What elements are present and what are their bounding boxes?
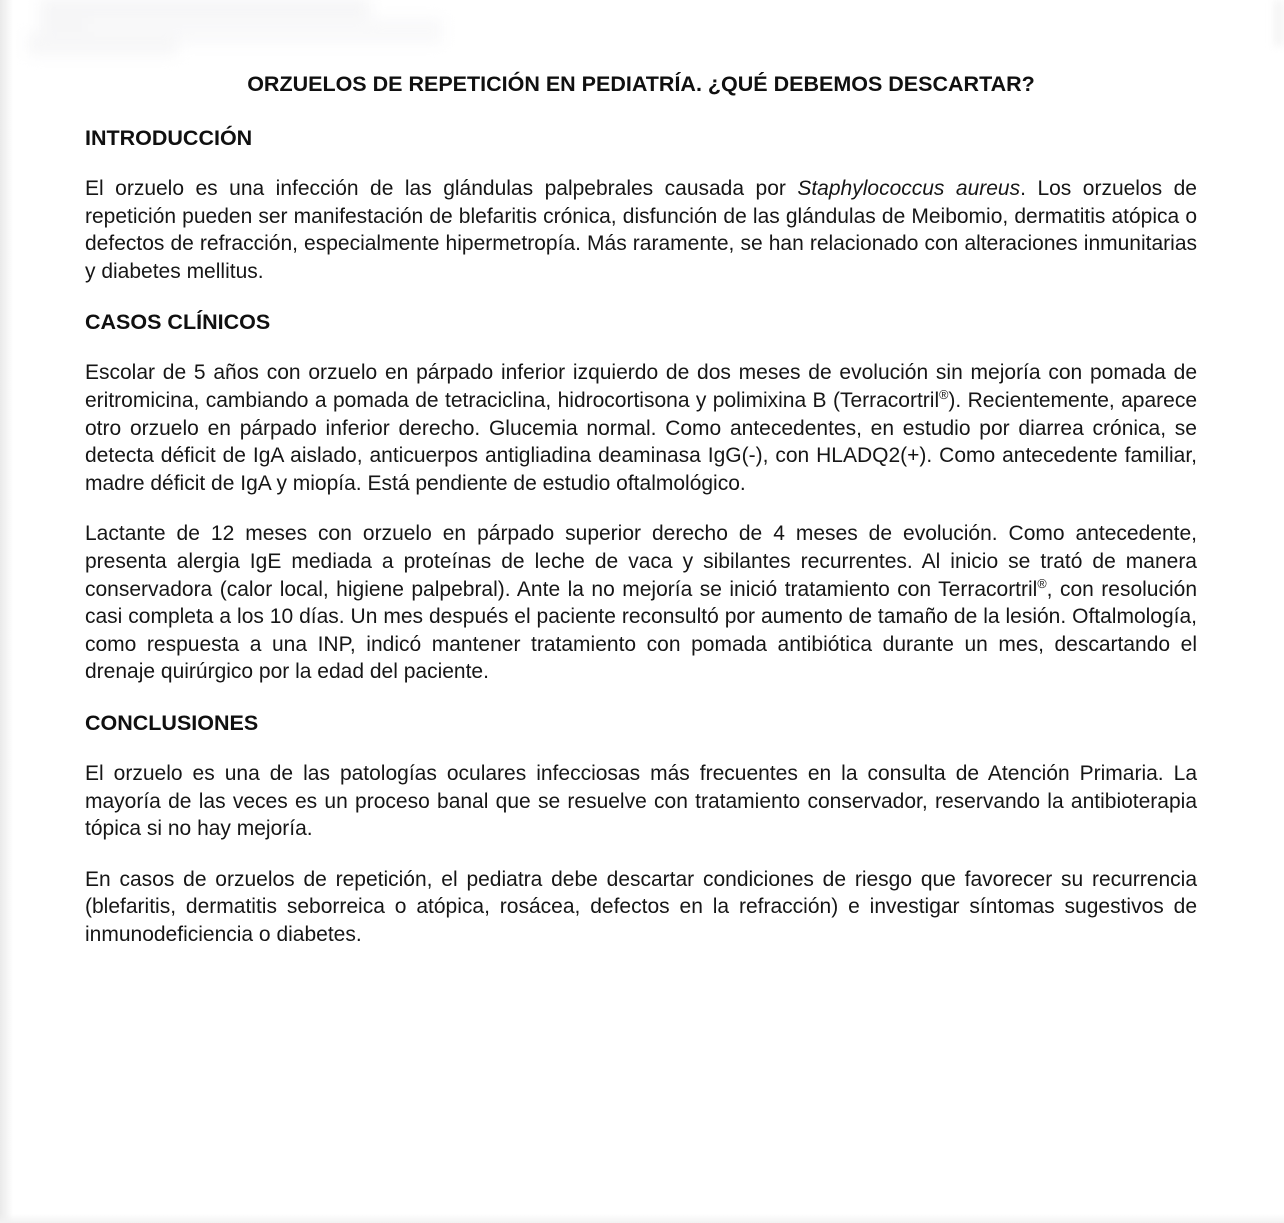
text-segment: Escolar de 5 años con orzuelo en párpado inferior izquierdo de dos meses de evolución sin mejoría con pomada de eritromicina, cambiando a pomada de tetraciclina, hidrocortisona y polimixina B (Terracortril: [85, 361, 1197, 412]
redacted-author-region: [28, 0, 458, 68]
text-segment: El orzuelo es una infección de las glándulas palpebrales causada por: [85, 177, 798, 200]
species-name-italic: Staphylococcus aureus: [797, 177, 1021, 200]
text-segment: ). Recientemente, aparece otro orzuelo en párpado inferior derecho. Glucemia normal. Como antecedentes, en estudio por diarrea crónica, se detecta déficit de IgA aislado, anticuerpos antigliadina deaminasa IgG(-), con HLADQ2(+). Como antecedente familiar, madre déficit de IgA y miopía. Está pendiente de estudio oftalmológico.: [85, 388, 1198, 495]
caso-clinico-1-paragraph: [85, 359, 1197, 497]
redaction-smudge: [28, 32, 178, 56]
section-heading-introduccion: INTRODUCCIÓN: [85, 126, 253, 150]
text-segment: Lactante de 12 meses con orzuelo en párpado superior derecho de 4 meses de evolución. Como antecedente, presenta alergia IgE mediada a proteínas de leche de vaca y sibilantes recurrentes. Al inicio se trató de manera conservadora (calor local, higiene palpebral). Ante la no mejoría se inició tratamiento con Terracortril: [85, 522, 1197, 601]
section-heading-casos-clinicos: CASOS CLÍNICOS: [85, 310, 271, 335]
introduccion-paragraph: [85, 175, 1197, 285]
conclusiones-paragraph-1: El orzuelo es una de las patologías oculares infecciosas más frecuentes en la consulta de Atención Primaria. La mayoría de las veces es un proceso banal que se resuelve con tratamiento conservador, reservando la antibioterapia tópica si no hay mejoría.: [85, 761, 1197, 841]
text-segment: . Los orzuelos de repetición pueden ser manifestación de blefaritis crónica, disfunción de las glándulas de Meibomio, dermatitis atópica o defectos de refracción, especialmente hipermetropía. Más raramente, se han relacionado con alteraciones inmunitarias y diabetes mellitus.: [85, 177, 1197, 283]
section-heading-conclusiones: CONCLUSIONES: [85, 710, 259, 735]
registered-trademark-symbol: ®: [1037, 576, 1047, 591]
page-left-edge-shadow: [0, 0, 13, 1223]
conclusiones-paragraph-2: En casos de orzuelos de repetición, el pediatra debe descartar condiciones de riesgo que favorecer su recurrencia (blefaritis, dermatitis seborreica o atópica, rosácea, defectos en la refracción) e investigar síntomas sugestivos de inmunodeficiencia o diabetes.: [85, 867, 1197, 946]
caso-clinico-2-paragraph: [85, 520, 1197, 686]
document-title: ORZUELOS DE REPETICIÓN EN PEDIATRÍA. ¿QUÉ DEBEMOS DESCARTAR?: [247, 72, 1035, 96]
page-top-right-edge-shadow: [1274, 0, 1284, 46]
text-segment: , con resolución casi completa a los 10 días. Un mes después el paciente reconsultó por aumento de tamaño de la lesión. Oftalmología, como respuesta a una INP, indicó mantener tratamiento con pomada antibiótica durante un mes, descartando el drenaje quirúrgico por la edad del paciente.: [85, 577, 1197, 684]
registered-trademark-symbol: ®: [939, 387, 949, 402]
page-bottom-edge-shadow: [0, 1214, 1284, 1223]
